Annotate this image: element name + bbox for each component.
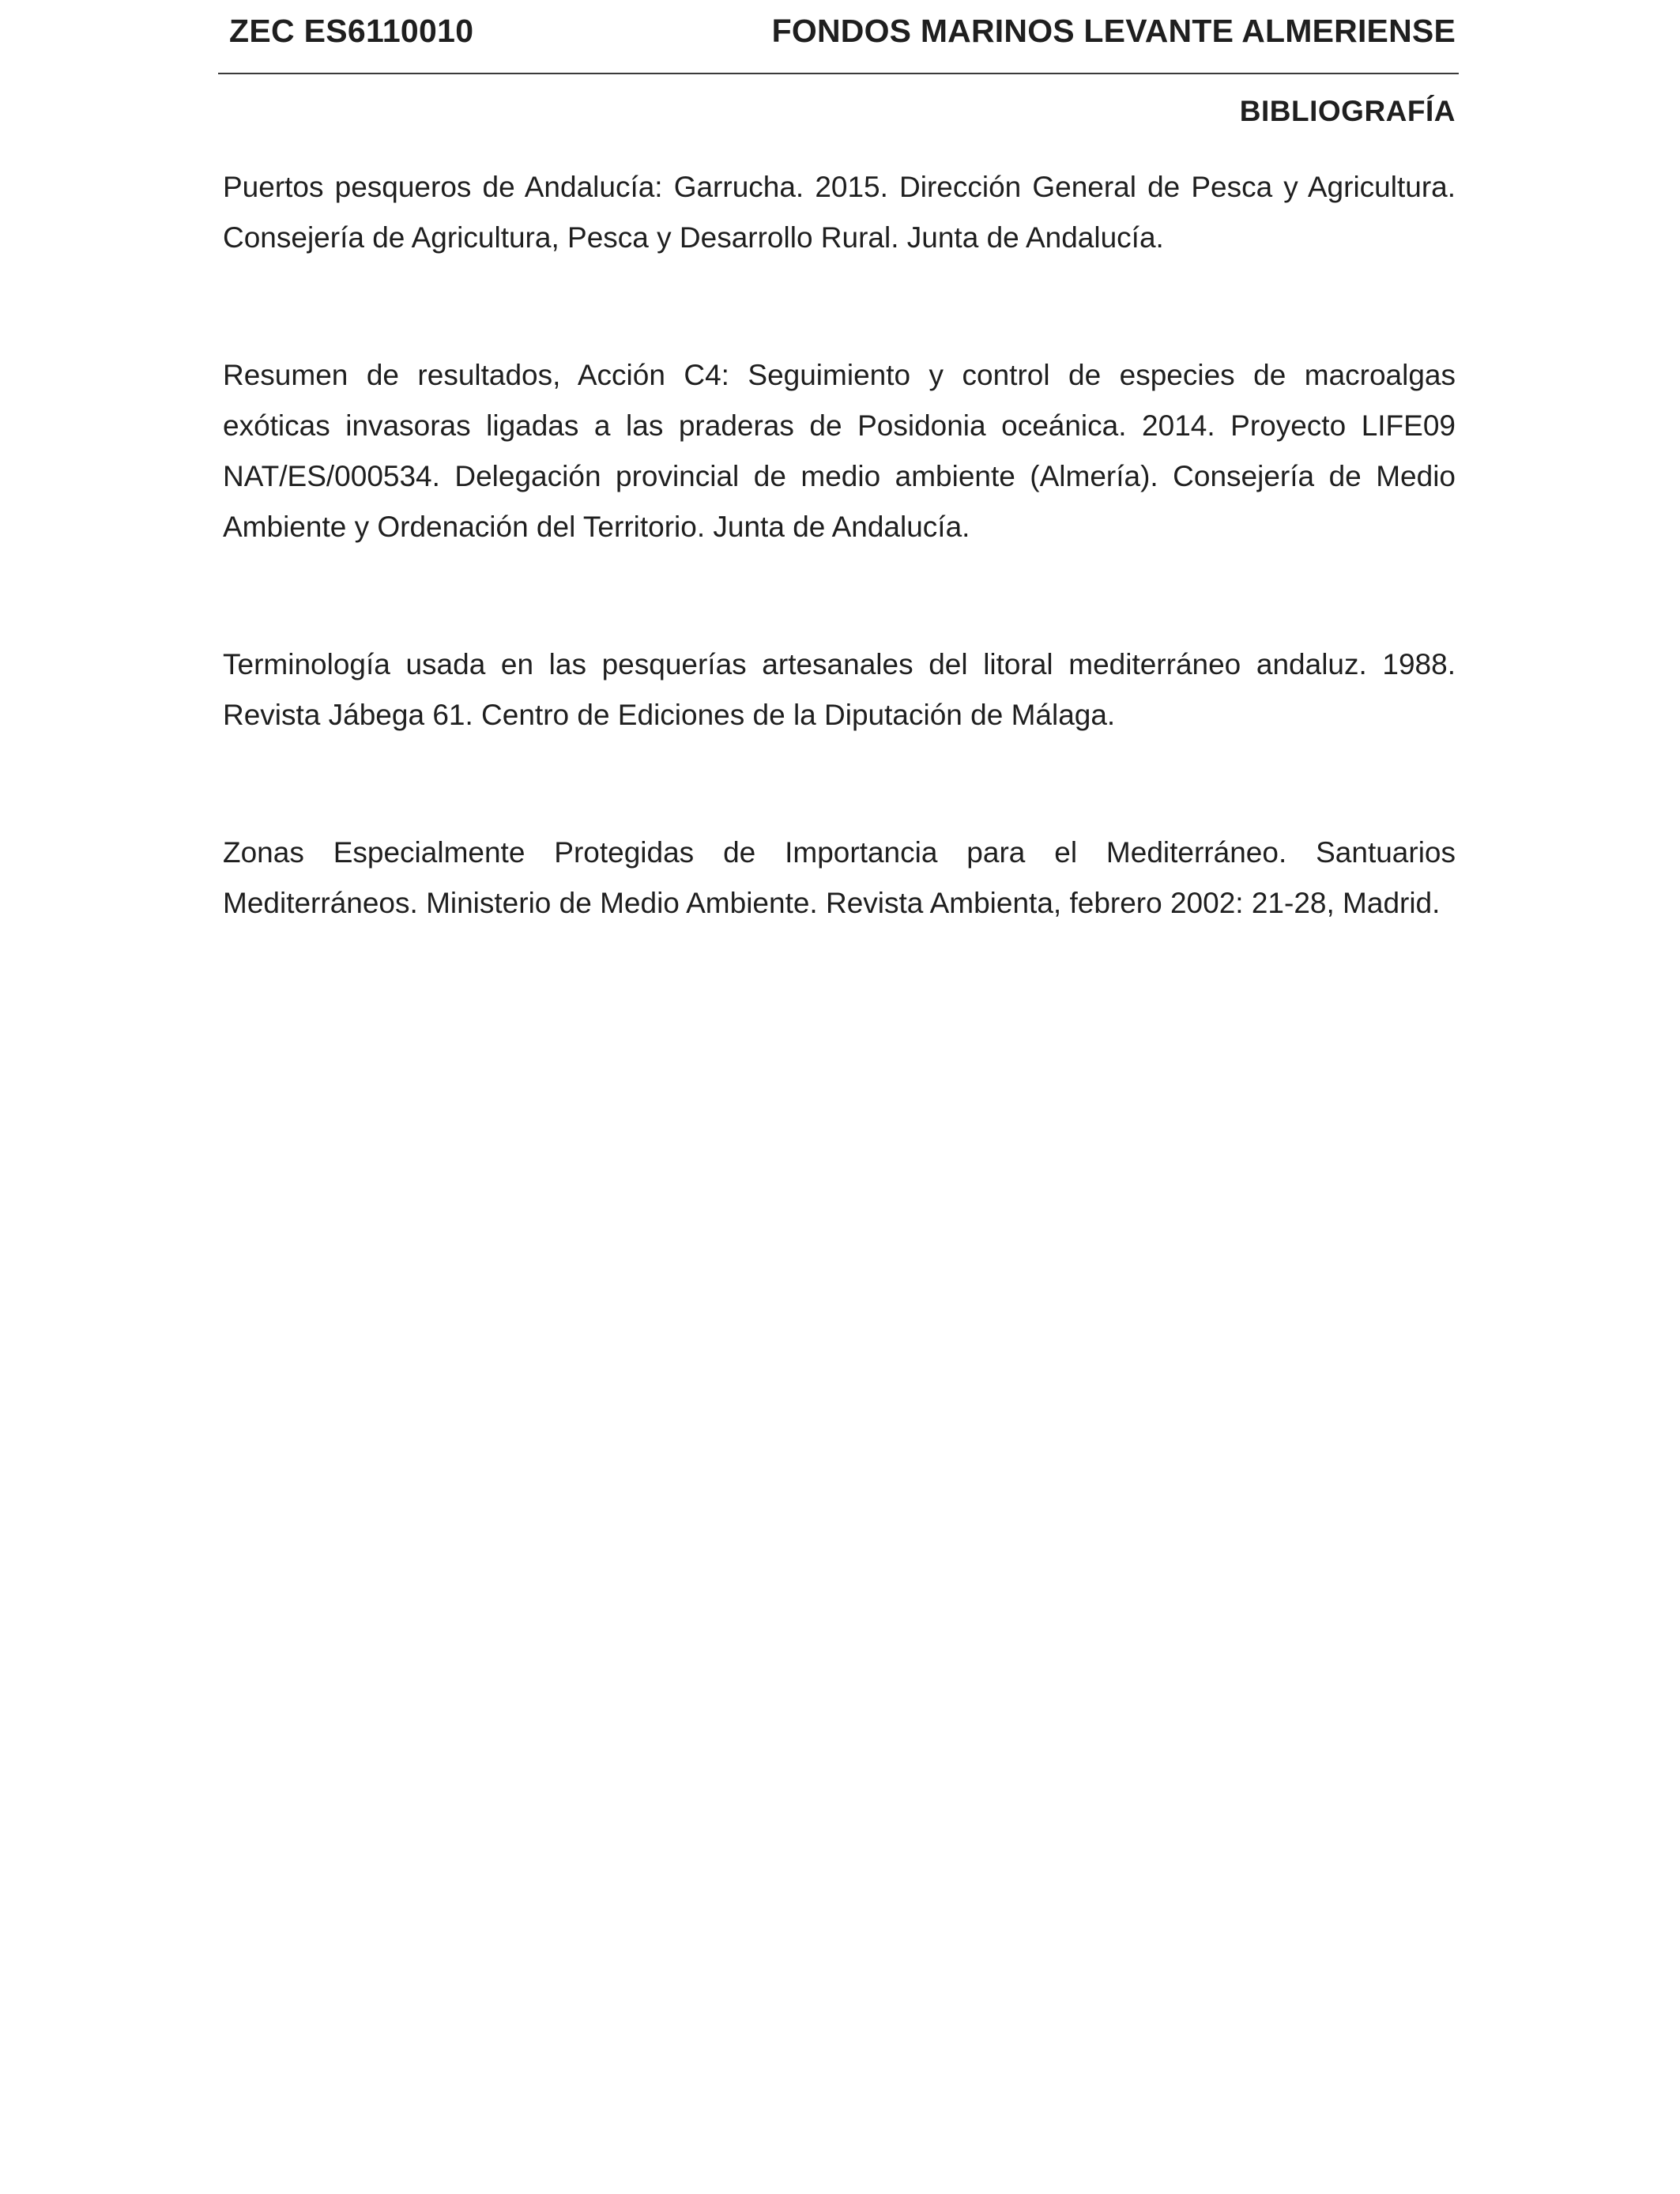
reference-item: Puertos pesqueros de Andalucía: Garrucha. 2015. Dirección General de Pesca y Agricultura. Consejería de Agricultura, Pesca y Desarrollo Rural. Junta de Andalucía. [223, 171, 1456, 254]
header-site-code: ZEC ES6110010 [229, 13, 474, 49]
reference-item: Zonas Especialmente Protegidas de Importancia para el Mediterráneo. Santuarios Mediterráneos. Ministerio de Medio Ambiente. Revista Ambienta, febrero 2002: 21-28, Madrid. [223, 836, 1456, 919]
reference-item: Terminología usada en las pesquerías artesanales del litoral mediterráneo andaluz. 1988. Revista Jábega 61. Centro de Ediciones de la Diputación de Málaga. [223, 648, 1456, 731]
header-site-name: FONDOS MARINOS LEVANTE ALMERIENSE [771, 13, 1456, 49]
reference-item: Resumen de resultados, Acción C4: Seguimiento y control de especies de macroalgas exóticas invasoras ligadas a las praderas de Posidonia oceánica. 2014. Proyecto LIFE09 NAT/ES/000534. Delegación provincial de medio ambiente (Almería). Consejería de Medio Ambiente y Ordenación del Territorio. Junta de Andalucía. [223, 359, 1456, 543]
header-divider [218, 73, 1459, 74]
page-header [218, 0, 1459, 76]
reference-list [223, 162, 1456, 1016]
section-title: BIBLIOGRAFÍA [1239, 95, 1456, 127]
